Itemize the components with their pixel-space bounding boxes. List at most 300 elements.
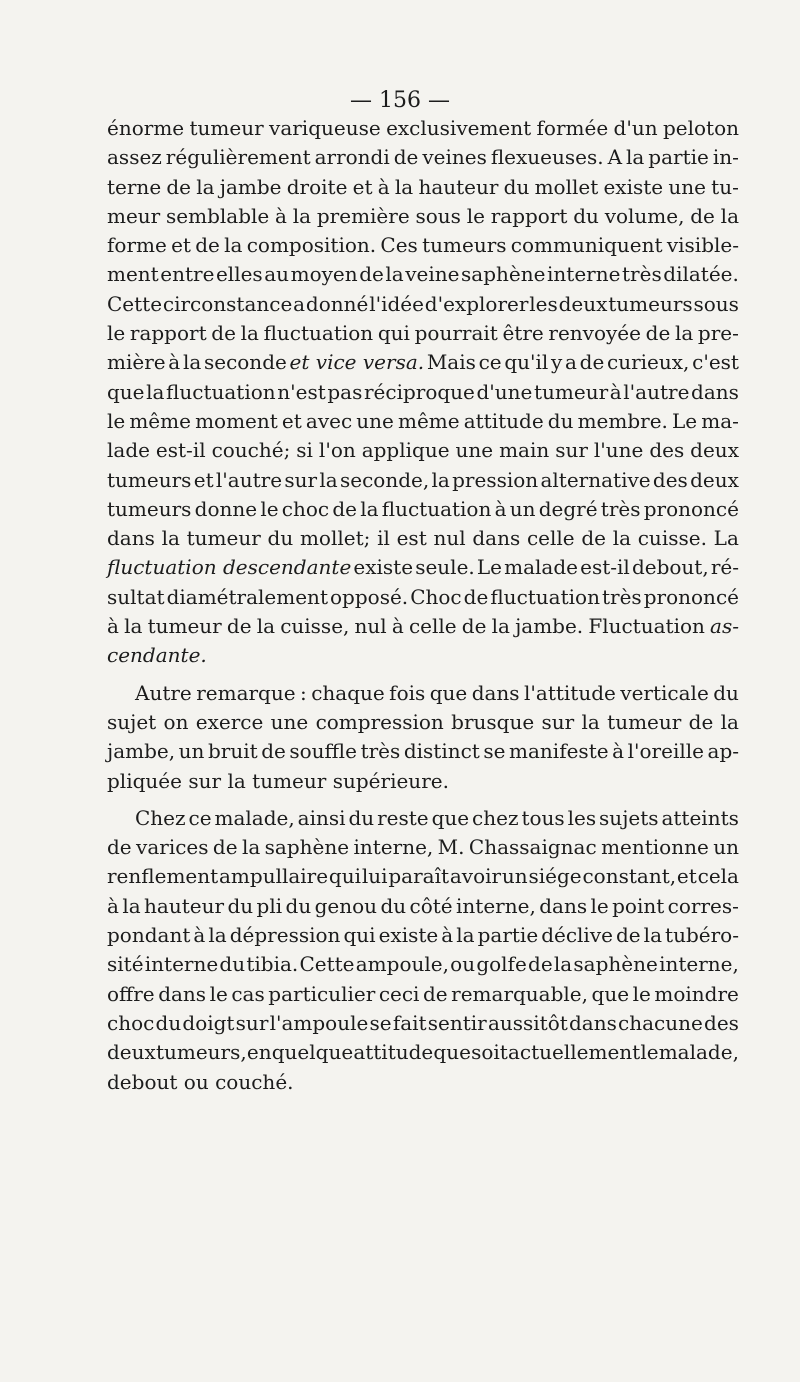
word: qu'il [504,350,549,375]
page-number: — 156 — [350,88,450,113]
word: même [397,408,460,433]
word: verticale [620,680,709,705]
word: du [713,680,739,705]
word: existe [378,923,439,948]
word: sité [107,952,144,977]
word: tumeurs, [155,1040,247,1065]
word: fluctuation [166,379,276,404]
word: sur [188,768,222,793]
word: d'explorer [424,291,529,316]
word: de [581,526,606,551]
word: dans [539,893,588,918]
word: la [122,893,141,918]
word: couché. [215,1069,294,1094]
text-line [107,378,739,407]
word: A [607,145,623,170]
word: interne [144,952,219,977]
text-line [107,1038,739,1067]
word: du [155,1010,182,1035]
word: de [616,923,641,948]
word: deux [107,1040,156,1065]
word: la [360,496,379,521]
word: tumeurs [107,496,192,521]
word: que [429,680,468,705]
word: interne, [353,835,434,860]
word: mollet [534,174,599,199]
word: la [720,203,739,228]
word: jambe, [107,739,176,764]
word: que [431,805,470,830]
word: la [720,709,739,734]
word: doigt [182,1010,235,1035]
text-line [107,348,739,377]
word: nul [354,614,387,639]
word: le [466,203,485,228]
word: la [182,350,202,375]
word: tubéro- [665,923,739,948]
word: exclusivement [386,116,532,140]
word: Choc [410,584,462,609]
word: Le [476,555,503,580]
word: la [292,203,312,228]
word: tu- [711,174,739,199]
word: terne [107,174,162,199]
word: deux [558,291,608,316]
word: membre. [577,408,668,433]
word: une [270,709,309,734]
word: ceci [378,981,420,1006]
word: as- [710,614,739,639]
word: seule. [415,555,475,580]
word: le [632,981,651,1006]
text-line [107,553,739,582]
word: le [260,496,279,521]
text-line [107,892,739,921]
word: sur [284,467,318,492]
word: opposé. [330,584,409,609]
word: Autre [135,680,192,705]
word: l'autre [215,467,283,492]
word: la [491,614,510,639]
word: applique [361,438,450,463]
word: la [256,614,276,639]
word: visible- [666,233,739,258]
word: tumeur [189,116,264,140]
word: fois [389,680,426,705]
text-line [107,143,739,172]
word: très [360,739,401,764]
word: pondant [107,923,191,948]
word: tibia. [246,952,299,977]
word: tous [521,805,565,830]
word: l'oreille [627,739,704,764]
word: la [626,145,645,170]
word: on [163,709,189,734]
word: ré- [710,555,739,580]
word: golfe [476,952,527,977]
word: fluctuation [263,321,374,346]
word: les [529,291,558,316]
word: dans [472,526,521,551]
word: l'une [593,438,644,463]
word: une [668,174,706,199]
word: le [590,893,609,918]
word: distinct [403,739,480,764]
word: forme [107,233,167,258]
word: à [609,379,622,404]
text-line [107,583,739,612]
word: jambe [219,174,282,199]
word: semblable [166,203,270,228]
word: côté [409,893,453,918]
word: varices [136,835,209,860]
word: flexueuses. [490,145,604,170]
word: la [394,174,414,199]
word: cas [231,981,265,1006]
word: exerce [195,709,264,734]
word: très [602,584,642,609]
word: sous [693,291,739,316]
word: ce [478,350,502,375]
word: du [227,893,254,918]
word: deux [690,438,739,463]
word: et [171,233,191,258]
word: de [461,614,487,639]
word: qui [377,321,410,346]
word: avec [305,408,353,433]
word: de [211,321,236,346]
word: prononcé [643,496,739,521]
word: la [161,526,180,551]
word: première [316,203,410,228]
word: il [377,526,390,551]
word: dans [107,526,155,551]
text-line [107,231,739,260]
word: rapport [490,203,568,228]
word: malade [504,555,578,580]
word: La [713,526,739,551]
word: donné [305,291,369,316]
word: attitude [463,408,544,433]
word: régulièrement [165,145,311,170]
word: à [193,923,206,948]
word: le [107,321,126,346]
text-line [107,1009,739,1038]
word: se [483,739,506,764]
word: sujet [107,709,157,734]
word: soit [471,1040,508,1065]
word: tumeurs [422,233,507,258]
word: sujets [599,805,659,830]
word: est-il [155,438,206,463]
word: pourrait [414,321,498,346]
word: mière [107,350,166,375]
word: sentir [427,1010,487,1035]
word: tumeur [607,709,682,734]
word: la [581,709,600,734]
word: fluctuation [381,496,492,521]
word: l'ampoule [269,1010,369,1035]
text-line [107,921,739,950]
word: un [509,496,536,521]
word: dilatée. [663,262,739,287]
word: ma- [701,408,739,433]
word: à [107,893,119,918]
word: attitude [353,1040,434,1065]
text-line [107,980,739,1009]
word: du [573,203,599,228]
text-line [107,950,739,979]
word: c'est [692,350,739,375]
word: qui [328,864,362,889]
word: actuellement [507,1040,641,1065]
word: tumeur [533,379,609,404]
word: droite [286,174,348,199]
text-line [107,708,739,737]
word: formée [536,116,609,140]
word: l'on [318,438,356,463]
word: dans [691,379,739,404]
paragraph [107,114,739,671]
word: du [348,805,375,830]
word: la [553,952,573,977]
word: celle [526,526,575,551]
text-line [107,767,739,796]
word: tumeurs [608,291,693,316]
word: manifeste [509,739,609,764]
word: fait [392,1010,427,1035]
word: sultat [107,584,165,609]
word: pas [327,379,363,404]
word: veine [405,262,460,287]
word: un [713,835,739,860]
word: très [622,262,662,287]
word: chaque [311,680,385,705]
word: de [528,952,553,977]
word: à [494,496,507,521]
word: alternative [540,467,651,492]
word: main [499,438,550,463]
word: nul [433,526,466,551]
text-line [107,173,739,202]
word: à [107,614,119,639]
word: genou [314,893,378,918]
word: particulier [268,981,376,1006]
word: malade, [214,805,295,830]
word: jambe. [515,614,584,639]
word: veines [422,145,487,170]
word: qui [343,923,376,948]
word: à [275,203,287,228]
word: entre [160,262,215,287]
word: même [129,408,191,433]
word: de [688,709,714,734]
word: de [690,203,715,228]
word: renvoyée [548,321,641,346]
word: sous [415,203,461,228]
word: arrondi [314,145,390,170]
word: l'autre [623,379,690,404]
word: pli [256,893,283,918]
word: ou [450,952,476,977]
word: prononcé [643,584,739,609]
word: existe [353,555,414,580]
word: Ces [380,233,418,258]
word: point [612,893,665,918]
word: réciproque [363,379,475,404]
word: diamétralement [166,584,328,609]
word: une [455,438,494,463]
word: interne [547,262,621,287]
word: avoir [449,864,502,889]
word: un [501,864,528,889]
word: cuisse, [280,614,350,639]
word: du [503,174,530,199]
word: à [391,614,404,639]
word: à [441,923,454,948]
word: y [551,350,563,375]
word: de [645,321,671,346]
text-line [107,737,739,766]
word: la [146,379,165,404]
word: tumeurs [107,467,192,492]
word: composition. [246,233,377,258]
word: hauteur [418,174,499,199]
word: la [385,262,404,287]
word: de [195,233,220,258]
word: dans [158,981,207,1006]
word: ou [183,1069,209,1094]
word: ap- [707,739,739,764]
word: bruit [207,739,258,764]
body-text [107,114,739,1097]
word: supérieure. [332,768,449,793]
word: se [369,1010,392,1035]
word: deux [690,467,739,492]
word: très [600,496,641,521]
word: la [240,321,259,346]
word: que [107,379,145,404]
word: circonstance [162,291,293,316]
word: sur [235,1010,269,1035]
word: la [431,467,450,492]
word: la [612,526,632,551]
word: de [107,835,132,860]
word: choc [107,1010,155,1035]
word: moindre [654,981,739,1006]
word: une [356,408,394,433]
word: pliquée [107,768,182,793]
word: d'une [476,379,533,404]
word: a [565,350,577,375]
text-line [107,833,739,862]
word: interne, [659,952,739,977]
text-line [107,495,739,524]
word: du [267,526,294,551]
word: la [241,835,261,860]
word: est [396,526,427,551]
word: de [212,835,238,860]
word: cendante. [107,643,207,668]
word: sur [555,438,588,463]
word: seconde, [339,467,430,492]
word: meur [107,203,161,228]
word: ampullaire [219,864,329,889]
word: paraît [388,864,450,889]
word: corres- [667,893,739,918]
word: mollet; [299,526,371,551]
word: debout [107,1069,178,1094]
text-line [107,466,739,495]
word: l'attitude [524,680,616,705]
word: fluctuation descendante [107,555,352,580]
word: et [676,864,697,889]
word: de [332,496,357,521]
word: saphène [461,262,546,287]
word: l'idée [369,291,424,316]
text-line [107,407,739,436]
word: la [124,614,143,639]
word: malade, [658,1040,739,1065]
word: tumeur [147,614,222,639]
word: lade [107,438,150,463]
word: a [293,291,306,316]
text-line [107,862,739,891]
word: le [640,1040,659,1065]
word: volume, [604,203,685,228]
word: variqueuse [269,116,381,140]
word: tumeur [252,768,327,793]
word: déclive [541,923,613,948]
word: Cette [107,291,163,316]
word: les [567,805,597,830]
word: de [463,584,489,609]
word: ampoule, [355,952,449,977]
word: moyen [290,262,358,287]
word: partie [648,145,709,170]
word: Cette [299,952,355,977]
word: peloton [662,116,739,140]
word: hauteur [144,893,225,918]
word: de [261,739,286,764]
word: et [193,467,214,492]
word: la [643,923,662,948]
text-line [107,290,739,319]
word: M. [437,835,465,860]
text-line [107,679,739,708]
word: et vice versa. [289,350,425,375]
word: couché; [211,438,291,463]
word: siége [528,864,582,889]
word: fluctuation [490,584,600,609]
word: remarque [196,680,296,705]
word: quelque [271,1040,354,1065]
word: dépression [229,923,341,948]
word: cela [697,864,739,889]
word: la [224,233,243,258]
word: existe [603,174,664,199]
word: saphène [573,952,658,977]
word: de [226,614,252,639]
word: renflement [107,864,219,889]
word: la [208,923,227,948]
text-line [107,1068,739,1097]
word: énorme [107,116,185,140]
word: Chassaignac [468,835,597,860]
word: compression [315,709,444,734]
word: des [652,467,688,492]
word: de [422,981,448,1006]
